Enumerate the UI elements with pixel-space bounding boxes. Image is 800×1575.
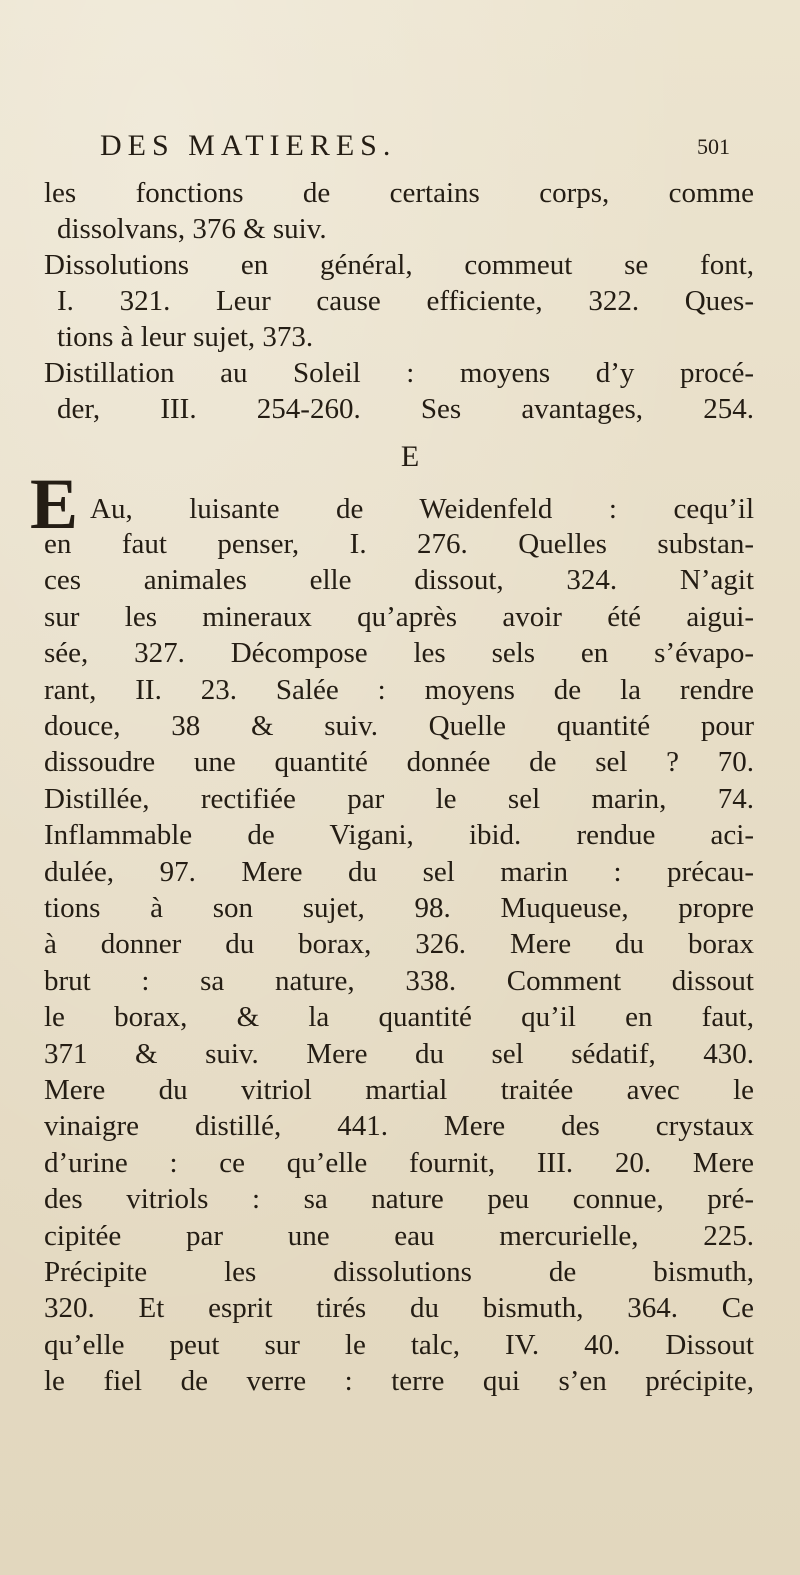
text-line: dissoudre une quantité donnée de sel ? 70. (44, 746, 754, 779)
text-line: Distillation au Soleil : moyens d’y procé- (44, 357, 754, 389)
text-line: Distillée, rectifiée par le sel marin, 74. (44, 782, 754, 815)
drop-cap: E (30, 464, 79, 544)
text-line: brut : sa nature, 338. Comment dissout (44, 964, 754, 997)
text-line: qu’elle peut sur le talc, IV. 40. Dissout (44, 1328, 754, 1361)
running-head (100, 128, 730, 164)
text-line: dissolvans, 376 & suiv. (57, 213, 327, 245)
text-line: tions à leur sujet, 373. (57, 321, 314, 353)
text-line: sée, 327. Décompose les sels en s’évapo- (44, 637, 754, 670)
text-line: les fonctions de certains corps, comme (44, 177, 754, 209)
text-line: Précipite les dissolutions de bismuth, (44, 1256, 754, 1288)
text-line: vinaigre distillé, 441. Mere des crystaux (44, 1110, 754, 1143)
text-line: rant, II. 23. Salée : moyens de la rendre (44, 673, 754, 706)
text-line: Inflammable de Vigani, ibid. rendue aci- (44, 819, 754, 852)
running-head-title: DES MATIERES. (100, 129, 397, 162)
text-line: dulée, 97. Mere du sel marin : précau- (44, 855, 754, 888)
text-line: en faut penser, I. 276. Quelles substan- (44, 528, 754, 560)
section-letter: E (400, 440, 420, 473)
page-number: 501 (697, 134, 730, 159)
text-line: Dissolutions en général, commeut se font, (44, 249, 754, 281)
text-line: des vitriols : sa nature peu connue, pré- (44, 1183, 754, 1216)
text-line: 320. Et esprit tirés du bismuth, 364. Ce (44, 1292, 754, 1325)
text-line: I. 321. Leur cause efficiente, 322. Ques- (57, 285, 754, 317)
text-line: cipitée par une eau mercurielle, 225. (44, 1219, 754, 1252)
text-line: douce, 38 & suiv. Quelle quantité pour (44, 710, 754, 742)
text-line: d’urine : ce qu’elle fournit, III. 20. Mere (44, 1146, 754, 1179)
text-line: le fiel de verre : terre qui s’en précipite, (44, 1365, 754, 1398)
text-line: tions à son sujet, 98. Muqueuse, propre (44, 892, 754, 924)
text-line: 371 & suiv. Mere du sel sédatif, 430. (44, 1037, 754, 1070)
text-line: der, III. 254-260. Ses avantages, 254. (57, 393, 754, 425)
entry-first-line: Au, luisante de Weidenfeld : cequ’il (90, 493, 754, 525)
text-line: Mere du vitriol martial traitée avec le (44, 1074, 754, 1106)
text-line: à donner du borax, 326. Mere du borax (44, 928, 754, 961)
text-line: le borax, & la quantité qu’il en faut, (44, 1001, 754, 1034)
text-line: sur les mineraux qu’après avoir été aigui- (44, 600, 754, 633)
text-line: ces animales elle dissout, 324. N’agit (44, 564, 754, 597)
